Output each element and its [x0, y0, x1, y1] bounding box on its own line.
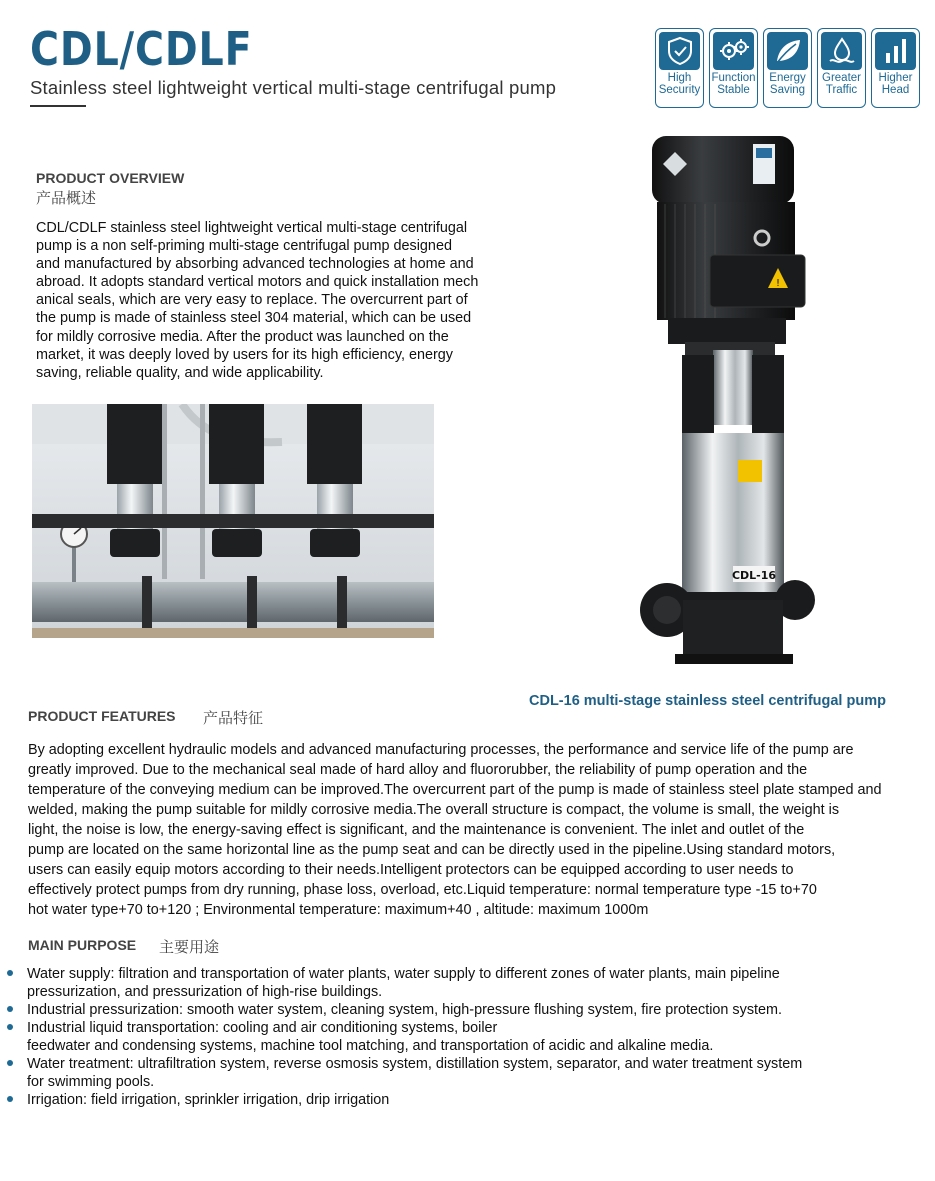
bullet-icon	[7, 1006, 13, 1012]
features-line: greatly improved. Due to the mechanical seal made of hard alloy and fluororubber, the reliability of pump operation and the	[28, 762, 808, 778]
bar-chart-icon	[883, 37, 909, 65]
overview-line: the pump is made of stainless steel 304 material, which can be used	[36, 310, 472, 327]
badge-energy-saving	[763, 28, 812, 108]
pump-product-image	[635, 130, 820, 670]
overview-line: abroad. It adopts standard vertical motors and quick installation mech	[36, 274, 479, 291]
water-drop-icon	[827, 36, 857, 66]
title-underline	[30, 105, 86, 107]
overview-line: and manufactured by absorbing advanced technologies at home and	[36, 256, 474, 273]
bullet-icon	[7, 1096, 13, 1102]
page-subtitle: Stainless steel lightweight vertical multi-stage centrifugal pump	[30, 77, 557, 98]
overview-line: anical seals, which are very easy to replace. The overcurrent part of	[36, 292, 468, 309]
badge-label-line2: Traffic	[825, 84, 858, 96]
features-heading-cn: 产品特征	[203, 709, 264, 727]
bullet-icon	[7, 1024, 13, 1030]
purpose-heading-cn: 主要用途	[159, 938, 220, 956]
svg-text:!: !	[775, 278, 781, 289]
features-line: temperature of the conveying medium can be improved.The overcurrent part of the pump is made of stainless steel plate stamped and	[28, 782, 882, 798]
overview-paragraph	[36, 219, 506, 382]
bullet-icon	[7, 970, 13, 976]
features-line: By adopting excellent hydraulic models and advanced manufacturing processes, the performance and service life of the pump are	[28, 742, 854, 758]
features-line: users can easily equip motors according to their needs.Intelligent protectors can be equipped according to user needs to	[28, 862, 794, 878]
badge-label-line1: Function	[711, 72, 756, 84]
overview-line: pump is a non self-priming multi-stage centrifugal pump designed	[36, 238, 452, 255]
list-item	[27, 1019, 917, 1055]
features-paragraph	[28, 740, 928, 920]
list-item	[27, 1091, 917, 1109]
pump-caption: CDL-16 multi-stage stainless steel centrifugal pump	[529, 693, 886, 709]
features-line: hot water type+70 to+120 ; Environmental temperature: maximum+40 , altitude: maximum 1000m	[28, 902, 649, 918]
list-item-line: pressurization, and pressurization of high-rise buildings.	[27, 984, 383, 1000]
list-item-line: Water supply: filtration and transportation of water plants, water supply to different zones of water plants, main pipeline	[27, 966, 780, 982]
features-line: pump are located on the same horizontal line as the pump seat and can be directly used in the pipeline.Using standard motors,	[28, 842, 836, 858]
overview-line: saving, reliable quality, and wide applicability.	[36, 364, 324, 381]
feature-badges	[655, 28, 920, 108]
features-line: effectively protect pumps from dry running, phase loss, overload, etc.Liquid temperature: normal temperature type -15 to+70	[28, 882, 817, 898]
list-item-line: Industrial pressurization: smooth water system, cleaning system, high-pressure flushing system, fire protection system.	[27, 1002, 783, 1018]
list-item-line: feedwater and condensing systems, machine tool matching, and transportation of acidic and alkaline media.	[27, 1038, 714, 1054]
badge-greater-traffic	[817, 28, 866, 108]
list-item	[27, 1001, 917, 1019]
badge-high-security	[655, 28, 704, 108]
list-item	[27, 1055, 917, 1091]
leaf-icon	[773, 37, 803, 65]
badge-label-line2: Stable	[717, 84, 750, 96]
list-item-line: for swimming pools.	[27, 1074, 155, 1090]
features-heading: PRODUCT FEATURES	[28, 708, 176, 724]
badge-label-line1: Energy	[769, 72, 806, 84]
gears-icon	[718, 38, 750, 64]
shield-icon	[666, 36, 694, 66]
badge-higher-head	[871, 28, 920, 108]
overview-line: CDL/CDLF stainless steel lightweight vertical multi-stage centrifugal	[36, 220, 468, 236]
badge-label-line2: Security	[658, 84, 701, 96]
badge-label-line1: Higher	[878, 72, 913, 84]
purpose-heading: MAIN PURPOSE	[28, 937, 137, 953]
overview-heading-cn: 产品概述	[36, 189, 97, 207]
list-item	[27, 965, 917, 1001]
badge-label-line1: Greater	[822, 72, 861, 84]
pump-installation-photo	[32, 404, 434, 638]
features-line: welded, making the pump suitable for mildly corrosive media.The overall structure is compact, the volume is small, the weight is	[28, 802, 840, 818]
overview-heading: PRODUCT OVERVIEW	[36, 170, 185, 186]
list-item-line: Industrial liquid transportation: cooling and air conditioning systems, boiler	[27, 1020, 498, 1036]
list-item-line: Irrigation: field irrigation, sprinkler irrigation, drip irrigation	[27, 1092, 390, 1108]
overview-line: market, it was deeply loved by users for its high efficiency, energy	[36, 346, 453, 363]
badge-label-line2: Saving	[769, 84, 806, 96]
list-item-line: Water treatment: ultrafiltration system, reverse osmosis system, distillation system, separator, and water treatment system	[27, 1056, 803, 1072]
badge-label-line1: High	[667, 72, 692, 84]
overview-line: for mildly corrosive media. After the product was launched on the	[36, 328, 449, 345]
features-line: light, the noise is low, the energy-saving effect is significant, and the maintenance is convenient. The inlet and outlet of the	[28, 822, 805, 838]
badge-label-line2: Head	[881, 84, 910, 96]
purpose-list	[27, 965, 917, 1109]
page-title: CDL/CDLF	[30, 22, 253, 76]
badge-function-stable	[709, 28, 758, 108]
pump-body-label: CDL-16	[731, 569, 777, 582]
bullet-icon	[7, 1060, 13, 1066]
